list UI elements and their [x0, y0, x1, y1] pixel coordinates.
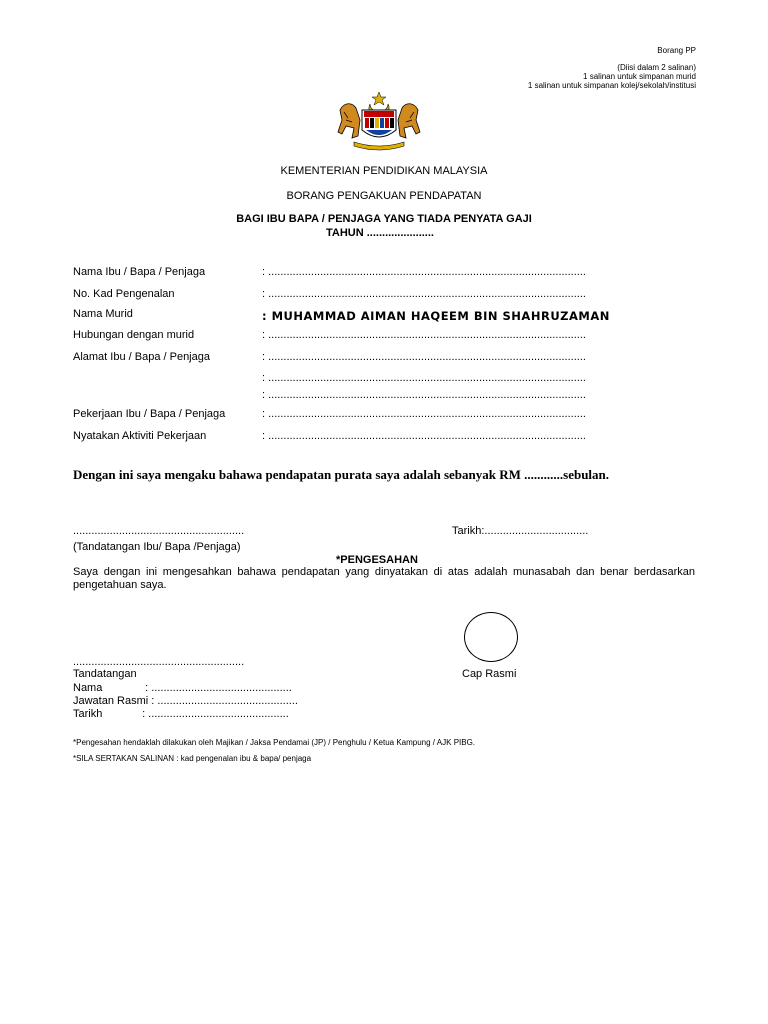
copies-note: (Diisi dalam 2 salinan)	[617, 63, 696, 72]
field-label-address: Alamat Ibu / Bapa / Penjaga	[73, 351, 210, 363]
field-value-work-activity[interactable]: : ........................................................................................................	[262, 430, 586, 442]
field-value-relationship[interactable]: : ........................................................................................................	[262, 329, 586, 341]
field-label-parent-name: Nama Ibu / Bapa / Penjaga	[73, 266, 206, 278]
official-signature-label: Tandatangan	[73, 668, 137, 680]
field-label-student-name: Nama Murid	[73, 308, 133, 320]
copy-note-1: 1 salinan untuk simpanan murid	[583, 72, 696, 81]
form-code: Borang PP	[657, 46, 696, 55]
form-year: TAHUN ......................	[326, 227, 434, 239]
coat-of-arms-emblem	[334, 90, 424, 152]
verification-text: Saya dengan ini mengesahkan bahawa pendapatan yang dinyatakan di atas adalah munasabah dan benar berdasarkan pengetahuan saya.	[73, 566, 695, 591]
official-stamp-label: Cap Rasmi	[462, 668, 517, 680]
parent-signature-line[interactable]: ........................................................	[73, 525, 245, 537]
ministry-title: KEMENTERIAN PENDIDIKAN MALAYSIA	[280, 165, 488, 177]
income-declaration: Dengan ini saya mengaku bahawa pendapatan purata saya adalah sebanyak RM ............sebulan.	[73, 467, 610, 482]
copy-note-2: 1 salinan untuk simpanan kolej/sekolah/institusi	[527, 81, 696, 90]
field-value-student-name[interactable]: : MUHAMMAD AIMAN HAQEEM BIN SHAHRUZAMAN	[262, 309, 610, 323]
field-label-relationship: Hubungan dengan murid	[73, 329, 195, 341]
parent-signature-date[interactable]: Tarikh:..................................	[452, 525, 589, 537]
verification-heading: *PENGESAHAN	[336, 554, 418, 566]
field-label-ic-number: No. Kad Pengenalan	[73, 288, 175, 300]
official-position-field[interactable]: Jawatan Rasmi : ..............................................	[73, 695, 298, 707]
field-value-occupation[interactable]: : ........................................................................................................	[262, 408, 586, 420]
form-title: BORANG PENGAKUAN PENDAPATAN	[286, 190, 482, 202]
field-label-work-activity: Nyatakan Aktiviti Pekerjaan	[73, 430, 207, 442]
form-subtitle: BAGI IBU BAPA / PENJAGA YANG TIADA PENYATA GAJI	[236, 213, 532, 225]
official-signature-line[interactable]: ........................................................	[73, 656, 245, 668]
field-value-address-line-3[interactable]: : ........................................................................................................	[262, 389, 586, 401]
official-name-field[interactable]: Nama : ..............................................	[73, 682, 292, 694]
field-label-occupation: Pekerjaan Ibu / Bapa / Penjaga	[73, 408, 226, 420]
official-date-field[interactable]: Tarikh : ..............................................	[73, 708, 289, 720]
field-value-address-line-2[interactable]: : ........................................................................................................	[262, 372, 586, 384]
verification-note: *Pengesahan hendaklah dilakukan oleh Majikan / Jaksa Pendamai (JP) / Penghulu / Ketua Kampung / AJK PIBG.	[73, 738, 476, 747]
field-value-ic-number[interactable]: : ........................................................................................................	[262, 288, 586, 300]
attachment-note: *SILA SERTAKAN SALINAN : kad pengenalan ibu & bapa/ penjaga	[73, 754, 312, 763]
official-stamp-circle	[464, 612, 518, 662]
parent-signature-caption: (Tandatangan Ibu/ Bapa /Penjaga)	[73, 541, 241, 553]
field-value-parent-name[interactable]: : ........................................................................................................	[262, 266, 586, 278]
field-value-address-line-1[interactable]: : ........................................................................................................	[262, 351, 586, 363]
